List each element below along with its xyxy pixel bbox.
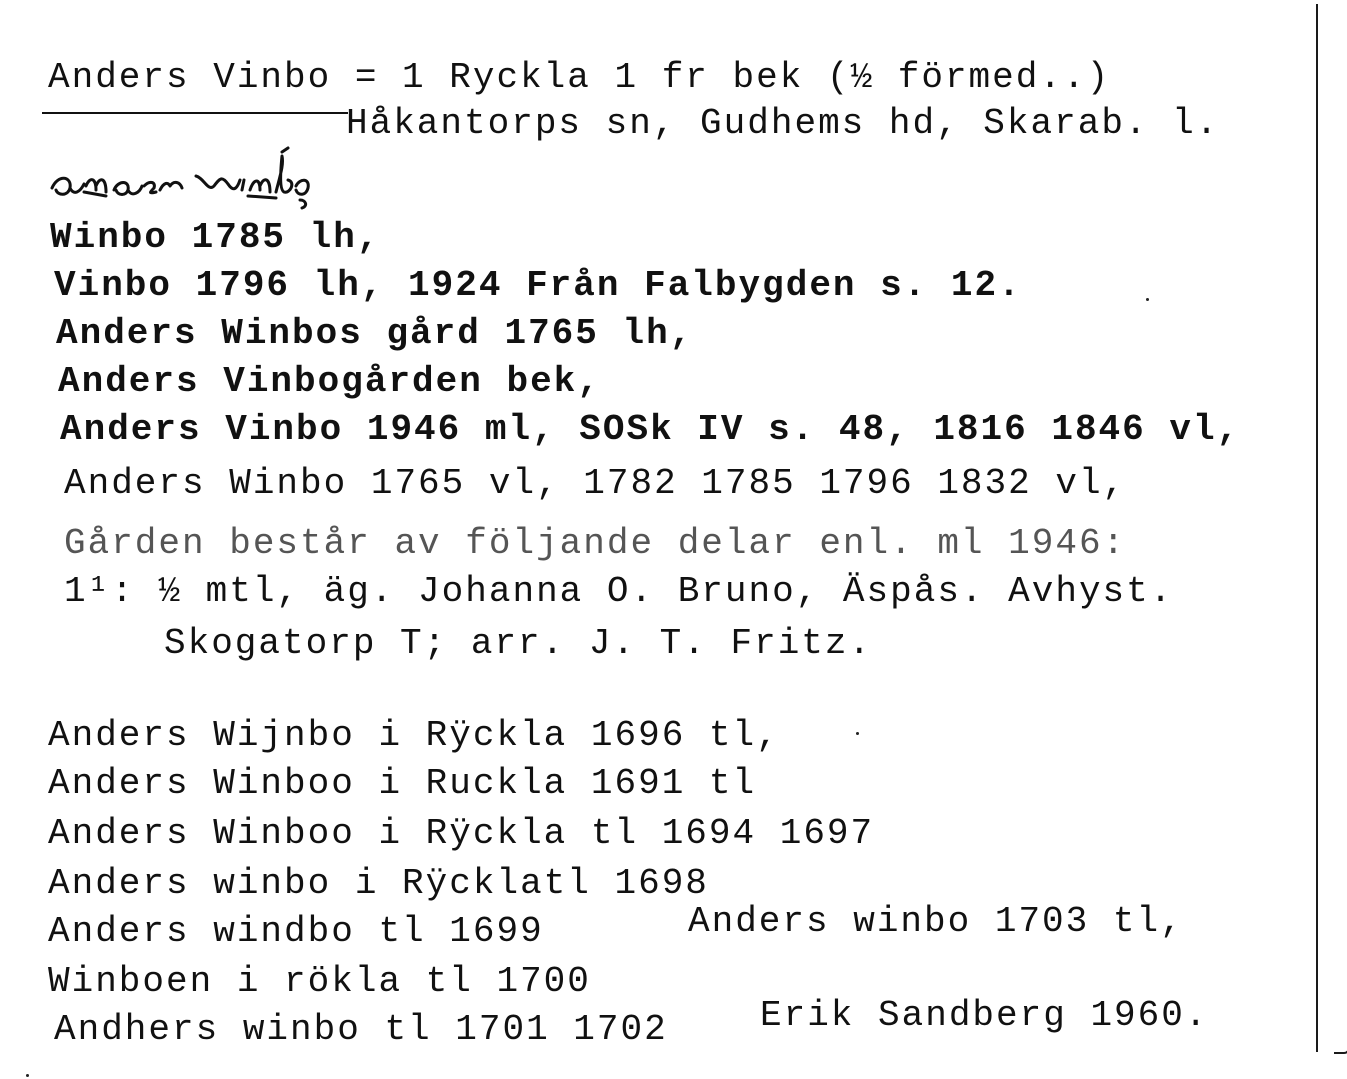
older-form-line: Winboen i rökla tl 1700 — [48, 961, 591, 1002]
form-line: Anders Winbos gård 1765 lh, — [56, 313, 694, 354]
form-line: Vinbo 1796 lh, 1924 Från Falbygden s. 12. — [54, 265, 1022, 306]
older-form-line: Anders winbo 1703 tl, — [688, 901, 1184, 942]
older-form-line: Anders Winboo i Rÿckla tl 1694 1697 — [48, 813, 875, 854]
form-line: Anders Vinbo 1946 ml, SOSk IV s. 48, 1816 1846 vl, — [60, 409, 1241, 450]
heading-name: Anders Vinbo — [48, 57, 332, 98]
farm-note-part-cont: Skogatorp T; arr. J. T. Fritz. — [164, 623, 873, 664]
older-form-line: Andhers winbo tl 1701 1702 — [54, 1009, 668, 1050]
form-line: Anders Winbo 1765 vl, 1782 1785 1796 1832 vl, — [64, 463, 1127, 504]
heading-line — [48, 58, 1110, 98]
older-form-line: Anders winbo i Rÿcklatl 1698 — [48, 863, 709, 904]
scan-speck — [1146, 298, 1149, 301]
farm-note-part: 1¹: ½ mtl, äg. Johanna O. Bruno, Äspås. Avhyst. — [64, 571, 1174, 612]
scan-speck — [26, 1074, 29, 1077]
older-form-line: Anders windbo tl 1699 — [48, 911, 544, 952]
older-form-line: Anders Wijnbo i Rÿckla 1696 tl, — [48, 715, 780, 756]
heading-rest: = 1 Ryckla 1 fr bek (½ förmed..) — [331, 57, 1111, 98]
recorder-signature: Erik Sandberg 1960. — [760, 995, 1209, 1036]
farm-note-intro: Gården består av följande delar enl. ml 1946: — [64, 523, 1127, 564]
form-line: Anders Vinbogården bek, — [58, 361, 601, 402]
card-right-edge — [1316, 4, 1318, 1052]
card-corner-mark — [1334, 1042, 1347, 1054]
form-line: Winbo 1785 lh, — [50, 217, 381, 258]
heading-underline — [42, 112, 348, 114]
heading-location: Håkantorps sn, Gudhems hd, Skarab. l. — [346, 103, 1220, 144]
older-form-line: Anders Winboo i Ruckla 1691 tl — [48, 763, 757, 804]
handwritten-signature — [44, 146, 464, 216]
scan-speck — [856, 732, 859, 735]
